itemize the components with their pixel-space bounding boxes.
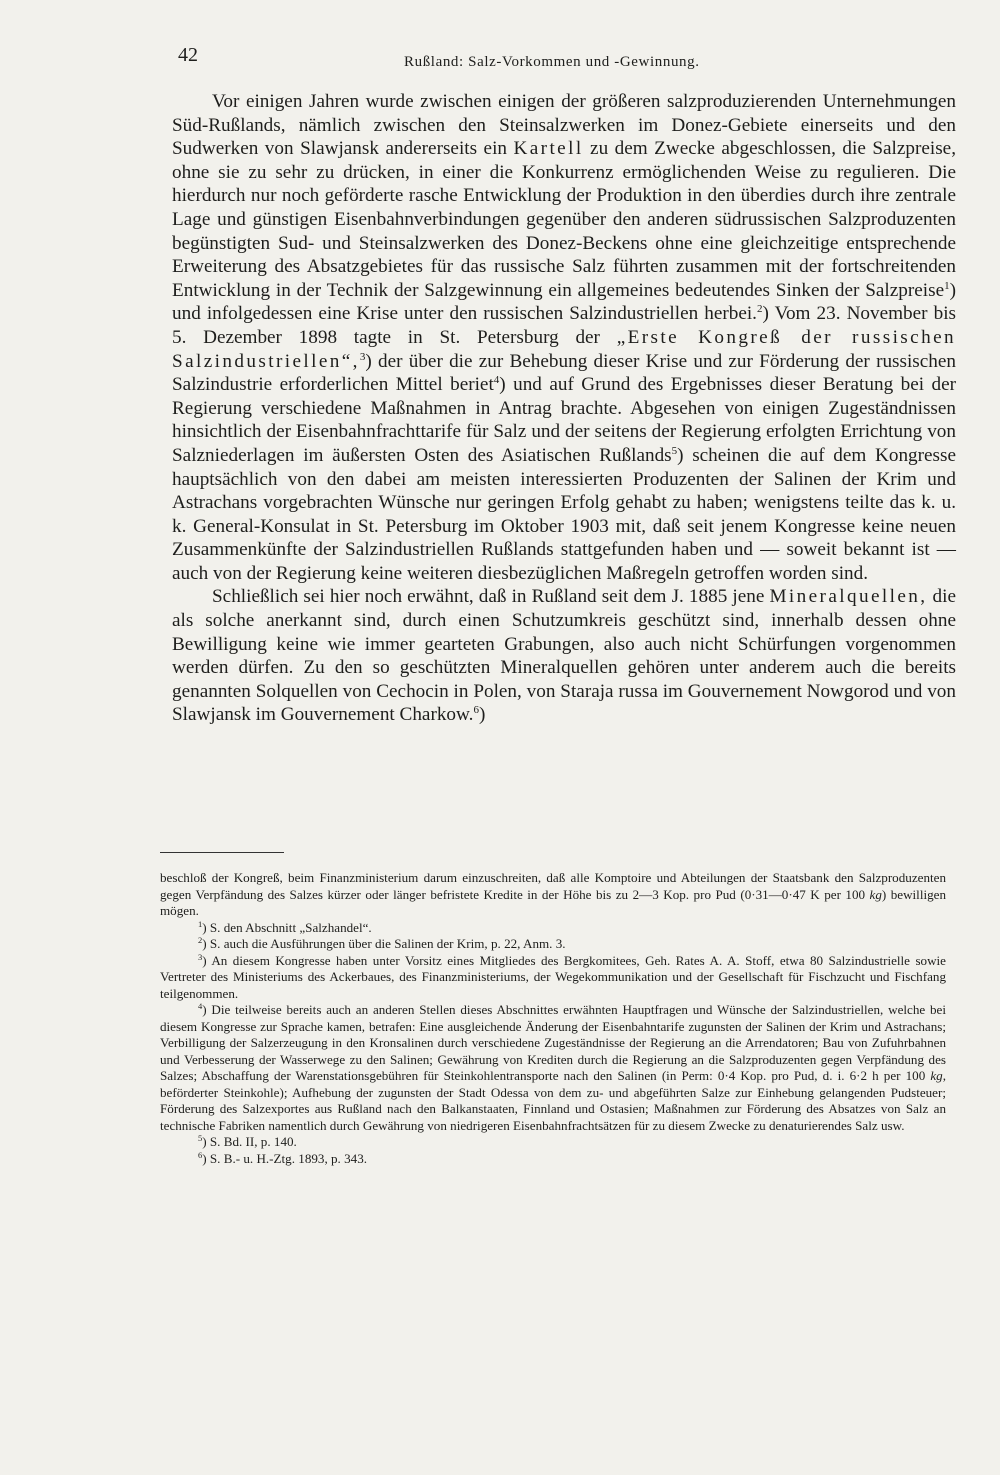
main-text — [172, 90, 956, 727]
footnote-4: $^4$) Die teilweise bereits auch an anderen Stellen dieses Abschnittes erwähnten Hauptfragen und Wünsche der Salzindustriellen, welche bei diesem Kongresse zur Sprache kamen, betrafen: Eine ausgleichende Änderung der Eisenbahntarife zugunsten der Salinen der Krim und Astrachans; Verbilligung der Salzerzeugung in den Kronsalinen durch verschiedene Zugeständnisse der Regierung an die Arrendatoren; Bau von Zufuhrbahnen und Verbesserung der Wasserwege zu den Salinen; Gewährung von Krediten durch die Regierung an die Salzproduzenten gegen Verpfändung des Salzes; Abschaffung der Warenstationsgebühren für Steinkohlentransporte nach den Salinen (in Perm: 0·4 Kop. pro Pud, d. i. 6·2 h per 100 kg, beförderter Steinkohle); Aufhebung der zugunsten der Stadt Odessa von dem zu- und abgeführten Salze zur Einhebung gelangenden Pudsteuer; Förderung des Salzexportes aus Rußland nach den Balkanstaaten, Finnland und Ostasien; Maßnahmen zur Förderung des Absatzes von Salz an technische Fabriken namentlich durch Gewährung von niedrigeren Eisenbahnfrachtsätzen für zu diesem Zwecke zu denaturierendes Salz usw. — [160, 1001, 946, 1133]
running-title: Rußland: Salz-Vorkommen und -Gewinnung. — [404, 54, 700, 70]
footnote-ref-3: 3 — [359, 350, 366, 363]
footnotes — [160, 870, 946, 1167]
footnote-ref-2: 2 — [756, 303, 763, 316]
footnote-divider — [160, 852, 284, 853]
paragraph-cartel: Vor einigen Jahren wurde zwischen einigen der größeren salzproduzierenden Unternehmungen Süd-Rußlands, nämlich zwischen den Steinsalzwerken im Donez-Gebiete einerseits und den Sudwerken von Slawjansk andererseits ein Kartell zu dem Zwecke abgeschlossen, die Salzpreise, ohne sie zu sehr zu drücken, in einer die Konkurrenz ermöglichenden Weise zu regulieren. Die hierdurch nur noch geförderte rasche Entwicklung der Produktion in den überdies durch ihre zentrale Lage und günstigen Eisenbahnverbindungen gegenüber den anderen südrussischen Salzproduzenten begünstigten Sud- und Steinsalzwerken des Donez-Beckens ohne eine gleichzeitige entsprechende Erweiterung des Absatzgebietes für das russische Salz führten zusammen mit der fortschreitenden Entwicklung in der Technik der Salzgewinnung ein allgemeines bedeutendes Sinken der Salzpreise$^1$) und infolgedessen eine Krise unter den russischen Salzindustriellen herbei.$^2$) Vom 23. November bis 5. Dezember 1898 tagte in St. Petersburg der „Erste Kongreß der russischen Salzindustriellen“,$^3$) der über die zur Behebung dieser Krise und zur Förderung der russischen Salzindustrie erforderlichen Mittel beriet$^4$) und auf Grund des Ergebnisses dieser Beratung bei der Regierung verschiedene Maßnahmen in Antrag brachte. Abgesehen von einigen Zugeständnissen hinsichtlich der Eisenbahnfrachttarife für Salz und der seitens der Regierung erfolgten Errichtung von Salzniederlagen im äußersten Osten des Asiatischen Rußlands$^5$) scheinen die auf dem Kongresse hauptsächlich von den dabei am meisten interessierten Produzenten der Salinen der Krim und Astrachans vorgebrachten Wünsche nur geringen Erfolg gehabt zu haben; wenigstens teilte das k. u. k. General-Konsulat in St. Petersburg im Oktober 1903 mit, daß seit jenem Kongresse keine neuen Zusammenkünfte der Salzindustriellen Rußlands stattgefunden haben und — soweit bekannt ist — auch von der Regierung keine weiteren diesbezüglichen Maßregeln getroffen worden sind. — [172, 91, 957, 584]
footnote-3: $^3$) An diesem Kongresse haben unter Vorsitz eines Mitgliedes des Bergkomitees, Geh. Rates A. A. Stoff, etwa 80 Salzindustrielle sowie Vertreter des Ministeriums des Ackerbaues, des Finanzministeriums, der Wegekommunikation und der Gesellschaft für Fischzucht und Fischfang teilgenommen. — [160, 951, 946, 1001]
footnote-ref-5: 5 — [671, 444, 678, 457]
emphasis-mineralquellen: Mineralquellen, — [769, 586, 928, 608]
footnote-6: $^6$) S. B.- u. H.-Ztg. 1893, p. 343. — [198, 1149, 368, 1166]
page-number: 42 — [178, 44, 198, 66]
footnote-ref-1: 1 — [944, 279, 950, 292]
footnote-ref-6: 6 — [473, 704, 479, 717]
page-header — [178, 44, 948, 74]
footnote-2: $^2$) S. auch die Ausführungen über die Salinen der Krim, p. 22, Anm. 3. — [198, 935, 566, 951]
footnote-continuation: beschloß der Kongreß, beim Finanzministerium darum einzuschreiten, daß alle Komptoire und Abteilungen der Staatsbank den Salzproduzenten gegen Verpfändung des Salzes kürzer oder länger befristete Kredite in der Höhe bis zu 2—3 Kop. pro Pud (0·31—0·47 K per 100 kg) bewilligen mögen. — [160, 870, 947, 918]
footnote-5: $^5$) S. Bd. II, p. 140. — [198, 1133, 297, 1149]
footnote-1: $^1$) S. den Abschnitt „Salzhandel“. — [198, 918, 372, 935]
emphasis-kongress: „Erste Kongreß der russischen Salzindustriellen“, — [172, 326, 956, 372]
paragraph-mineral-springs: Schließlich sei hier noch erwähnt, daß in Rußland seit dem J. 1885 jene Mineralquellen, die als solche anerkannt sind, durch einen Schutzumkreis geschützt sind, innerhalb dessen ohne Bewilligung keine wie immer gearteten Grabungen, also auch nicht Schürfungen vorgenommen werden dürfen. Zu den so geschützten Mineralquellen gehören unter anderem auch die bereits genannten Solquellen von Cechocin in Polen, von Staraja russa im Gouvernement Nowgorod und von Slawjansk im Gouvernement Charkow.$^6$) — [172, 586, 956, 726]
footnote-ref-4: 4 — [493, 374, 500, 387]
emphasis-kartell: Kartell — [513, 138, 584, 160]
